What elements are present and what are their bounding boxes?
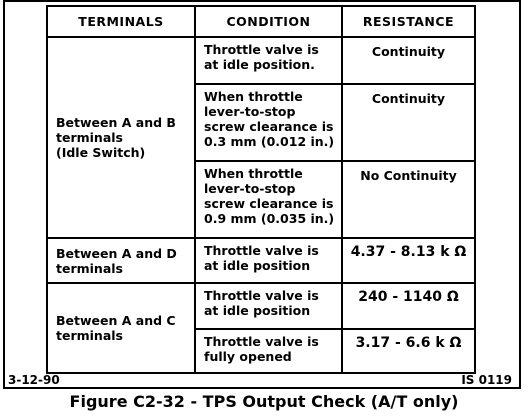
condition-text: at idle position.	[204, 57, 315, 72]
resistance-cell: 4.37 - 8.13 k Ω	[342, 238, 475, 283]
condition-text: Throttle valve is	[204, 334, 319, 349]
figure-date: 3-12-90	[8, 373, 60, 387]
terminals-a-d-cell	[47, 238, 195, 283]
terminals-text: Between A and D	[56, 245, 177, 261]
condition-text: Throttle valve is	[204, 288, 319, 303]
terminals-a-c-cell	[47, 283, 195, 373]
terminals-text: terminals	[56, 328, 123, 343]
condition-cell	[195, 283, 342, 329]
resistance-cell: 240 - 1140 Ω	[342, 283, 475, 329]
condition-cell	[195, 37, 342, 84]
resistance-cell: Continuity	[342, 84, 475, 161]
table-row	[47, 238, 475, 283]
table-header-row	[47, 6, 475, 37]
header-resistance: RESISTANCE	[342, 6, 475, 37]
tps-output-check-table	[46, 5, 476, 374]
condition-text: When throttle	[204, 89, 303, 104]
condition-text: 0.3 mm (0.012 in.)	[204, 134, 335, 149]
condition-cell	[195, 329, 342, 373]
condition-text: screw clearance is	[204, 196, 334, 211]
condition-text: screw clearance is	[204, 119, 334, 134]
condition-text: lever-to-stop	[204, 104, 296, 119]
figure-caption: Figure C2-32 - TPS Output Check (A/T only)	[69, 392, 459, 411]
condition-text: 0.9 mm (0.035 in.)	[204, 211, 335, 226]
header-condition: CONDITION	[195, 6, 342, 37]
table-row	[47, 283, 475, 329]
figure-code: IS 0119	[461, 373, 512, 387]
condition-text: When throttle	[204, 166, 303, 181]
terminals-a-b-cell	[47, 37, 195, 238]
condition-text: Throttle valve is	[204, 42, 319, 57]
terminals-text: Between A and C	[56, 313, 176, 328]
resistance-cell: 3.17 - 6.6 k Ω	[342, 329, 475, 373]
resistance-cell: Continuity	[342, 37, 475, 84]
condition-text: fully opened	[204, 349, 292, 364]
condition-cell	[195, 238, 342, 283]
terminals-text: terminals	[56, 130, 123, 145]
terminals-text: (Idle Switch)	[56, 145, 146, 160]
table-row	[47, 37, 475, 84]
terminals-text: Between A and B	[56, 115, 176, 130]
condition-text: lever-to-stop	[204, 181, 296, 196]
condition-cell	[195, 84, 342, 161]
condition-text: at idle position	[204, 303, 311, 318]
condition-text: Throttle valve is	[204, 243, 319, 258]
terminals-text: terminals	[56, 260, 123, 276]
header-terminals: TERMINALS	[47, 6, 195, 37]
condition-text: at idle position	[204, 258, 311, 273]
condition-cell	[195, 161, 342, 238]
resistance-cell: No Continuity	[342, 161, 475, 238]
